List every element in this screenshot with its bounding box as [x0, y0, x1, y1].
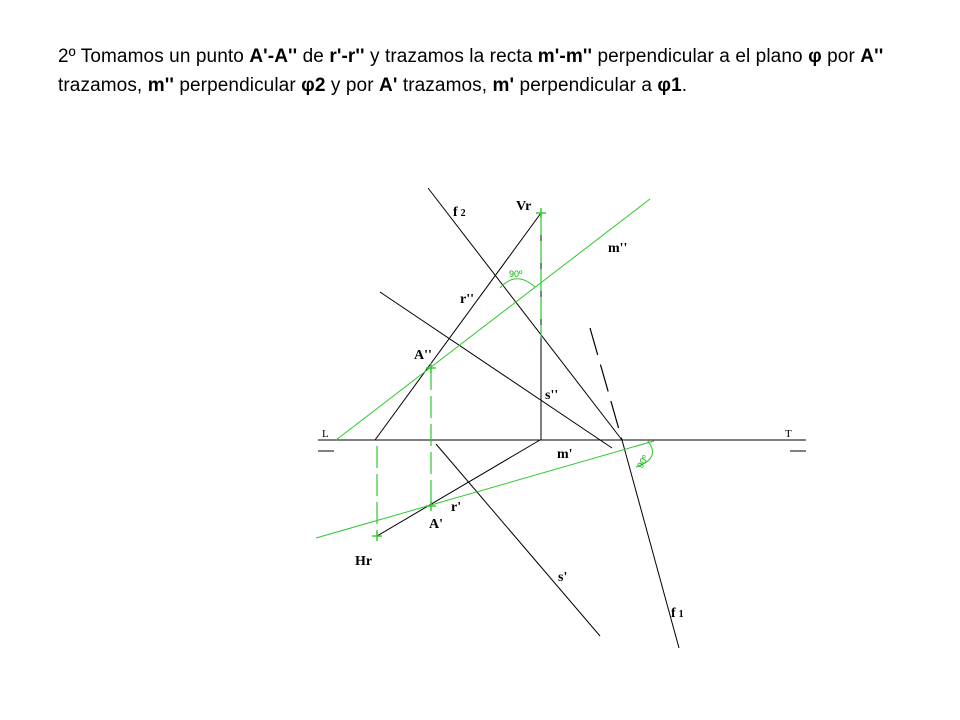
caption-text: por	[821, 46, 861, 67]
label-r-single: r'	[451, 500, 462, 515]
trace-f2-dashed	[590, 328, 622, 440]
caption-text: .	[681, 75, 688, 96]
line-r-single	[377, 440, 540, 536]
caption-text: y por	[325, 75, 379, 96]
label-angle-upper: 90º	[509, 269, 523, 279]
caption-bold: m'	[492, 75, 515, 96]
label-vr: Vr	[516, 199, 532, 214]
caption-bold: A''	[860, 46, 884, 67]
caption-text: de	[297, 46, 330, 67]
label-s-single: s'	[558, 570, 568, 585]
caption-bold: A'	[379, 75, 398, 96]
line-s-single	[436, 444, 600, 636]
label-m-double: m''	[608, 241, 628, 256]
label-t: T	[785, 428, 792, 440]
point-marker-hr	[372, 531, 382, 541]
caption-text: y trazamos la recta	[364, 46, 538, 67]
caption-text: perpendicular a	[514, 75, 658, 96]
caption-bold: φ1	[657, 75, 682, 96]
label-m-single: m'	[557, 447, 573, 462]
label-a-double: A''	[414, 348, 432, 363]
caption-bold: φ	[808, 46, 822, 67]
caption-text: perpendicular	[173, 75, 302, 96]
caption-bold: m''	[147, 75, 174, 96]
label-a-single: A'	[429, 517, 443, 532]
line-r-double	[375, 213, 541, 440]
label-angle-lower: 90º	[635, 453, 651, 470]
caption-text: trazamos,	[58, 75, 148, 96]
caption-bold: m'-m''	[537, 46, 593, 67]
right-angle-arc-upper	[500, 279, 535, 288]
label-f2: f 2	[453, 205, 466, 220]
caption-text: 2º Tomamos un punto	[58, 46, 250, 67]
point-marker-vr	[536, 208, 546, 218]
line-m-single	[316, 441, 654, 538]
caption-text: trazamos,	[397, 75, 493, 96]
caption-bold: A'-A''	[249, 46, 298, 67]
label-l: L	[322, 428, 329, 440]
line-m-double	[336, 199, 650, 440]
label-hr: Hr	[355, 554, 373, 569]
line-s-double	[380, 292, 612, 448]
label-r-double: r''	[460, 292, 474, 307]
caption-bold: φ2	[301, 75, 326, 96]
label-s-double: s''	[545, 388, 559, 403]
trace-f2	[428, 188, 622, 440]
caption-bold: r'-r''	[329, 46, 365, 67]
caption-text: perpendicular a el plano	[592, 46, 809, 67]
label-f1: f 1	[671, 606, 684, 621]
